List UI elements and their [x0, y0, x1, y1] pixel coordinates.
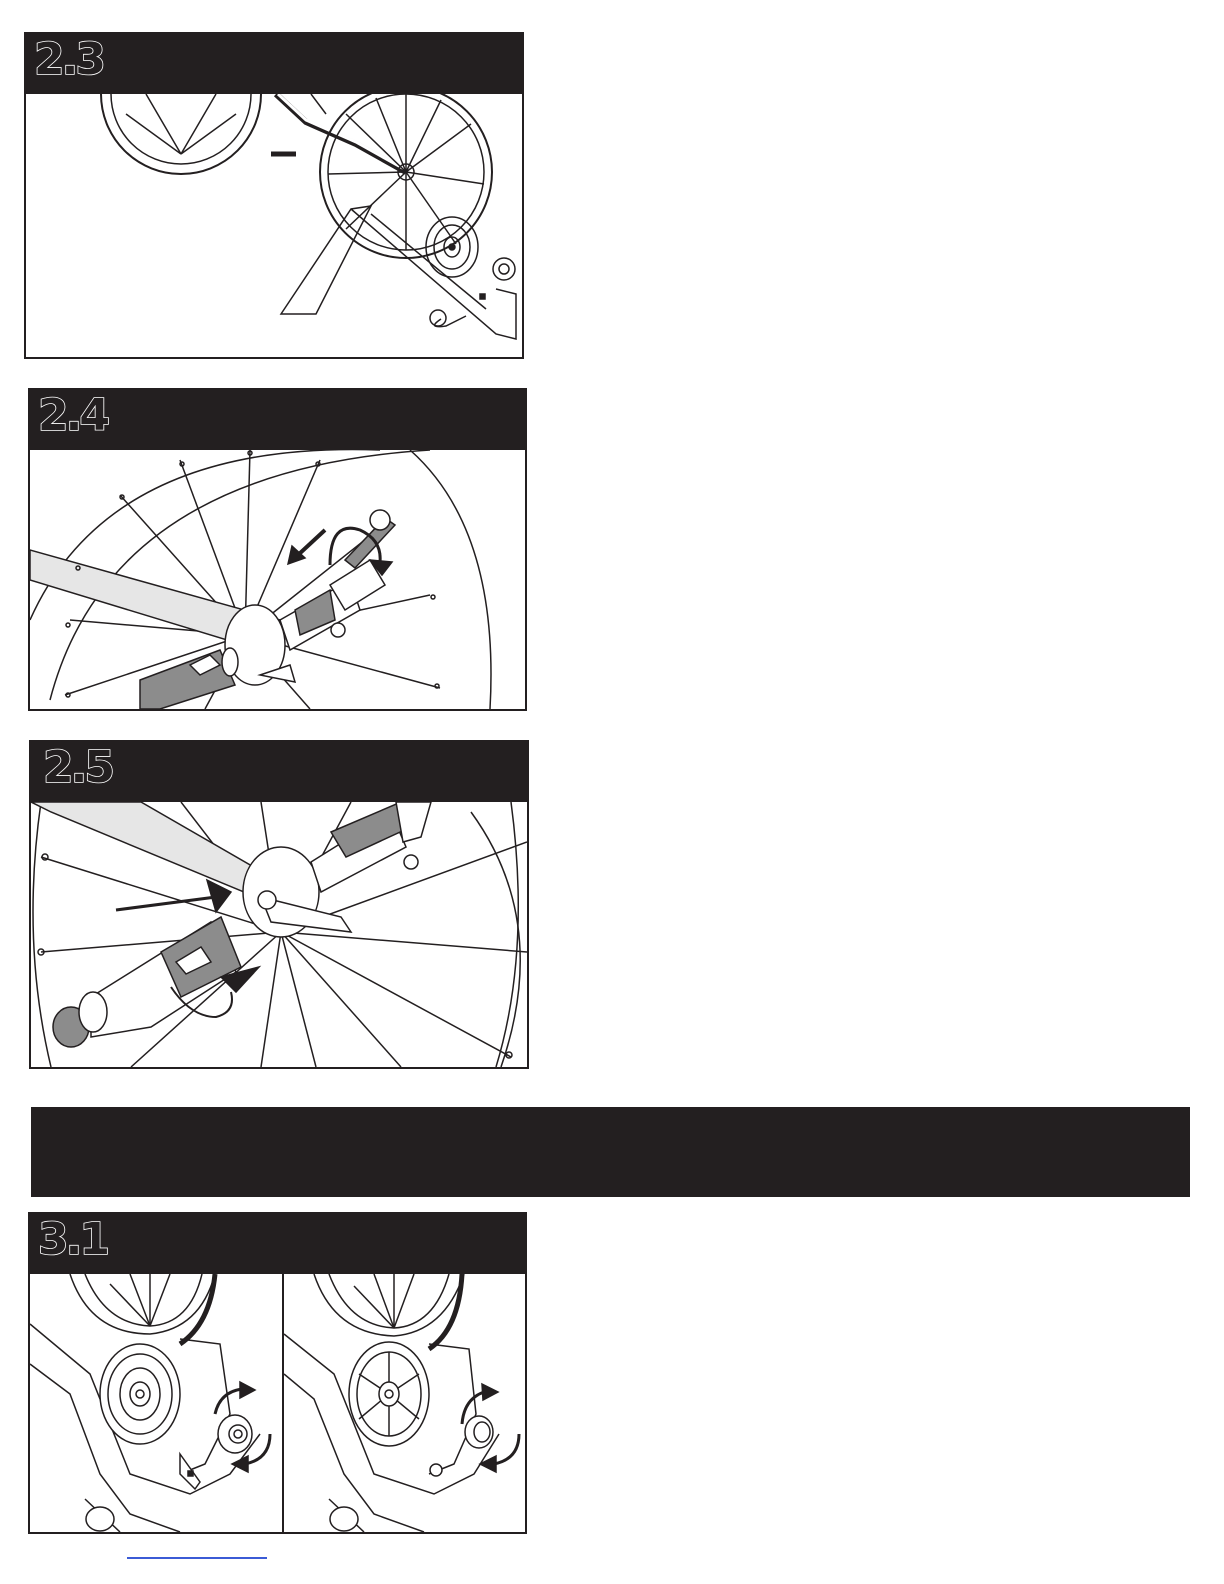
bike-trainer-illustration — [26, 94, 522, 357]
figure-left — [30, 1274, 282, 1532]
step-number: 2.5 — [43, 742, 112, 793]
step-figure — [29, 800, 529, 1069]
tension-knob-before-illustration — [30, 1274, 282, 1532]
section-header-bar — [31, 1107, 1190, 1197]
step-2-4-panel — [28, 388, 527, 711]
figure-right — [284, 1274, 525, 1532]
skewer-closeup-illustration — [30, 450, 525, 709]
step-number: 3.1 — [38, 1214, 107, 1265]
step-header — [29, 740, 529, 802]
step-header — [28, 388, 527, 450]
step-header — [24, 32, 524, 94]
arrow-icon — [288, 530, 325, 564]
step-figure — [28, 1272, 527, 1534]
step-number: 2.4 — [38, 390, 107, 441]
step-2-3-panel — [24, 32, 524, 359]
rotate-arrow-icon — [215, 1382, 255, 1414]
tension-knob-after-illustration — [284, 1274, 525, 1532]
step-figure — [24, 92, 524, 359]
step-header — [28, 1212, 527, 1274]
skewer-tighten-illustration — [31, 802, 527, 1067]
step-figure — [28, 448, 527, 711]
step-2-5-panel — [29, 740, 529, 1069]
arrow-icon — [116, 880, 231, 912]
step-number: 2.3 — [34, 34, 103, 85]
footer-link-underline[interactable] — [127, 1557, 267, 1559]
step-3-1-panel — [28, 1212, 527, 1534]
